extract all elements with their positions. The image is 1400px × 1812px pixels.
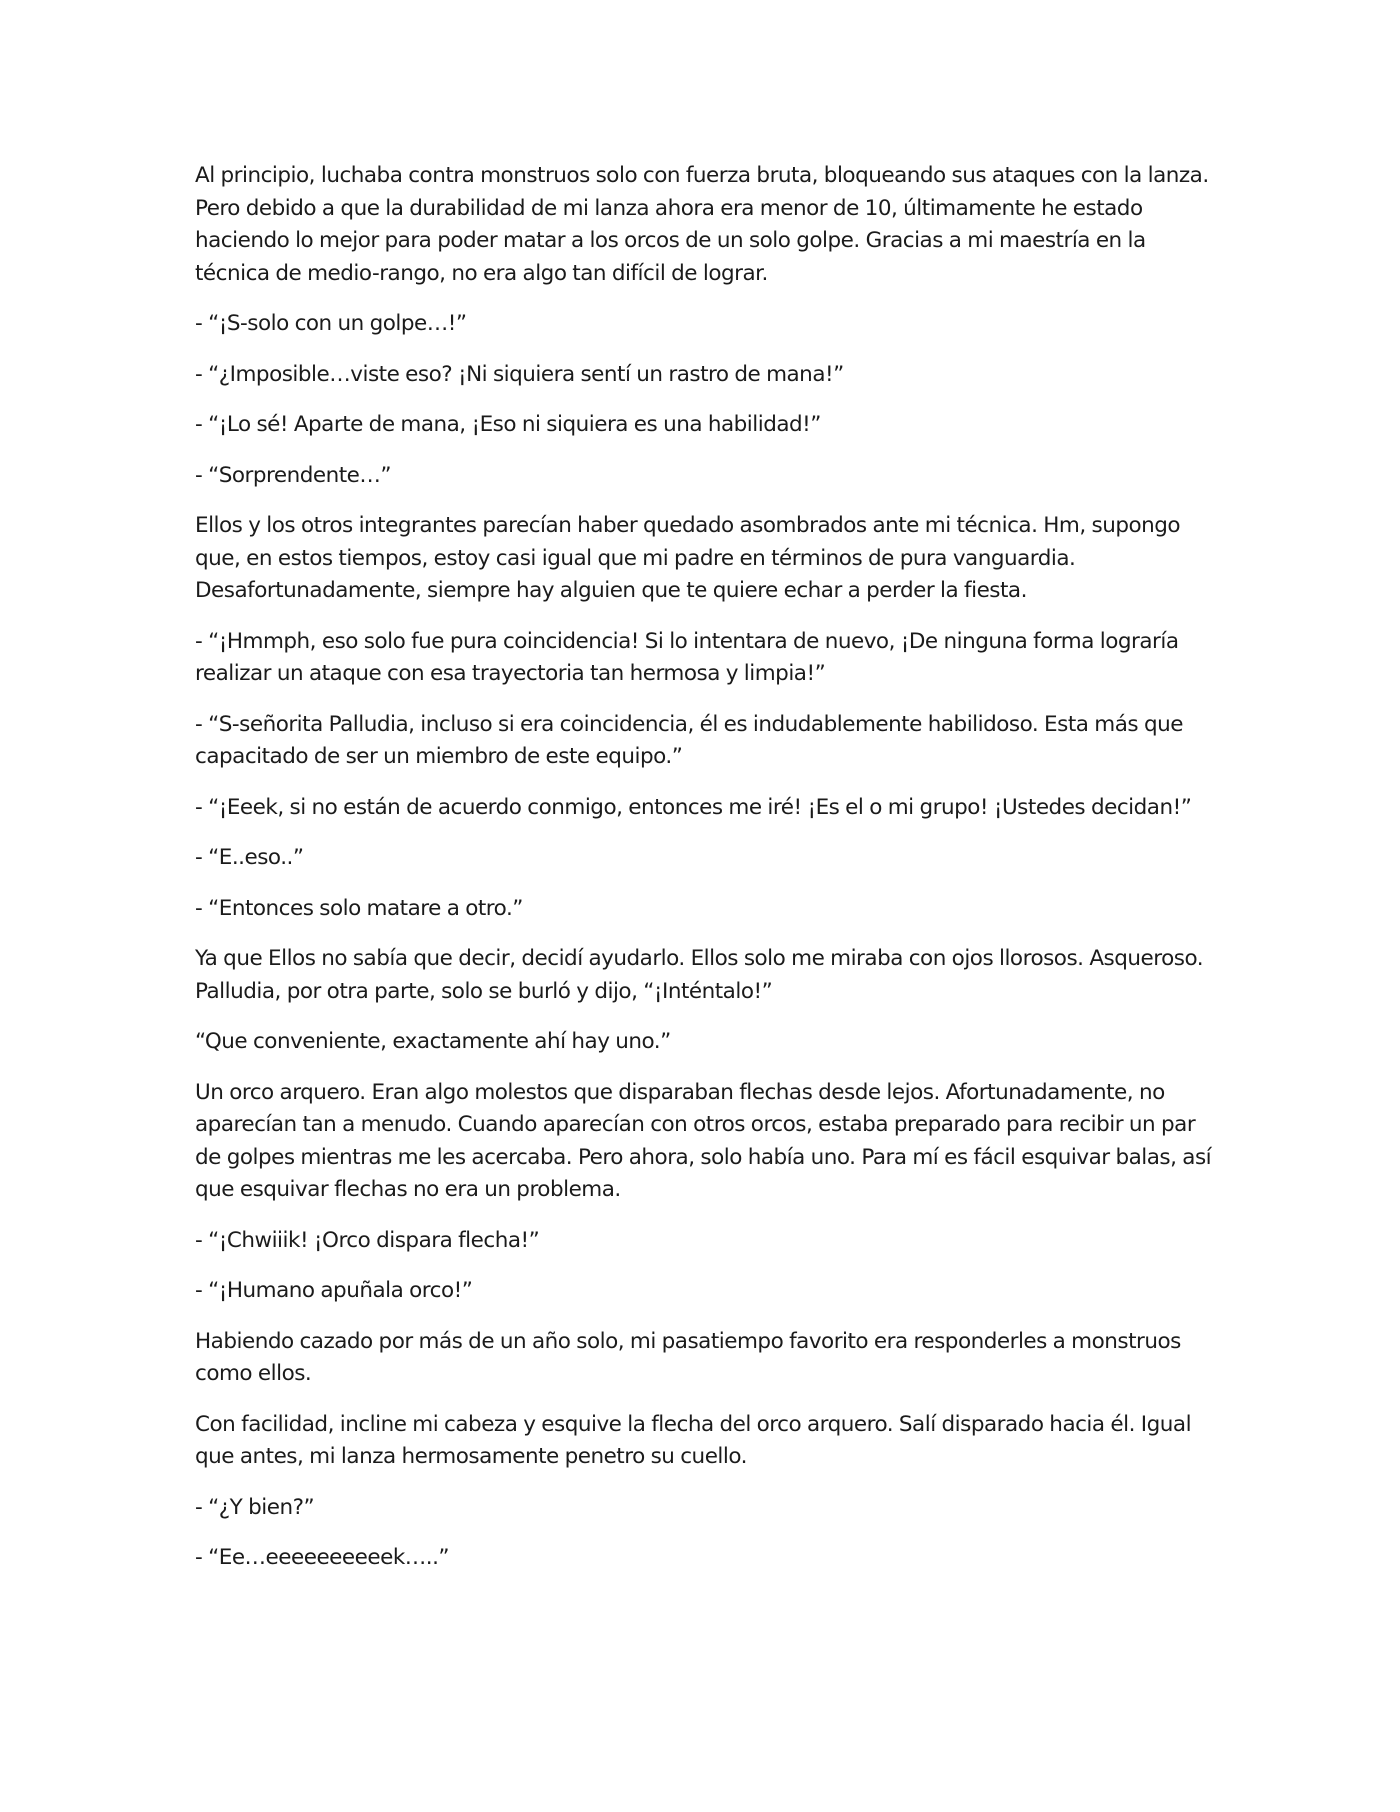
dialogue-line: “Que conveniente, exactamente ahí hay uno.”: [195, 1029, 671, 1054]
paragraph-6: Con facilidad, incline mi cabeza y esquive la flecha del orco arquero. Salí disparado hacia él. Igual que antes, mi lanza hermosamente penetro su cuello.: [195, 1411, 1192, 1469]
dialogue-line: - “¿Y bien?”: [195, 1494, 315, 1520]
dialogue-line: - “¡Eeek, si no están de acuerdo conmigo, entonces me iré! ¡Es el o mi grupo! ¡Ustedes decidan!”: [195, 794, 1192, 820]
dialogue-line: - “¡Hmmph, eso solo fue pura coincidencia! Si lo intentara de nuevo, ¡De ninguna forma lograría realizar un ataque con esa trayectoria tan hermosa y limpia!”: [195, 628, 1179, 686]
document-page: [195, 160, 1225, 1593]
dialogue-line: - “¡Humano apuñala orco!”: [195, 1278, 473, 1303]
dialogue-line: - “¡Chwiiik! ¡Orco dispara flecha!”: [195, 1227, 540, 1253]
dialogue-line: - “S-señorita Palludia, incluso si era coincidencia, él es indudablemente habilidoso. Esta más que capacitado de ser un miembro de este equipo.”: [195, 711, 1183, 769]
paragraph-2: Ellos y los otros integrantes parecían haber quedado asombrados ante mi técnica. Hm, supongo que, en estos tiempos, estoy casi igual que mi padre en términos de pura vanguardia. Desafortunadamente, siempre hay alguien que te quiere echar a perder la fiesta.: [195, 513, 1181, 603]
paragraph-3: Ya que Ellos no sabía que decir, decidí ayudarlo. Ellos solo me miraba con ojos llorosos. Asqueroso. Palludia, por otra parte, solo se burló y dijo, “¡Inténtalo!”: [195, 946, 1204, 1004]
paragraph-4: Un orco arquero. Eran algo molestos que disparaban flechas desde lejos. Afortunadamente, no aparecían tan a menudo. Cuando aparecían con otros orcos, estaba preparado para recibir un par de golpes mientras me les acercaba. Pero ahora, solo había uno. Para mí es fácil esquivar balas, así que esquivar flechas no era un problema.: [195, 1079, 1212, 1202]
paragraph-5: Habiendo cazado por más de un año solo, mi pasatiempo favorito era responderles a monstruos como ellos.: [195, 1328, 1181, 1386]
dialogue-line: - “¡Lo sé! Aparte de mana, ¡Eso ni siquiera es una habilidad!”: [195, 412, 821, 437]
dialogue-line: - “¿Imposible…viste eso? ¡Ni siquiera sentí un rastro de mana!”: [195, 361, 844, 387]
dialogue-line: - “Ee…eeeeeeeeeek…..”: [195, 1545, 450, 1570]
dialogue-line: - “Sorprendente…”: [195, 462, 392, 488]
paragraph-1: Al principio, luchaba contra monstruos solo con fuerza bruta, bloqueando sus ataques con la lanza. Pero debido a que la durabilidad de mi lanza ahora era menor de 10, últimamente he estado haciendo lo mejor para poder matar a los orcos de un solo golpe. Gracias a mi maestría en la técnica de medio-rango, no era algo tan difícil de lograr.: [195, 163, 1209, 286]
dialogue-line: - “Entonces solo matare a otro.”: [195, 895, 523, 921]
dialogue-line: - “E..eso..”: [195, 845, 304, 870]
dialogue-line: - “¡S-solo con un golpe…!”: [195, 311, 467, 336]
